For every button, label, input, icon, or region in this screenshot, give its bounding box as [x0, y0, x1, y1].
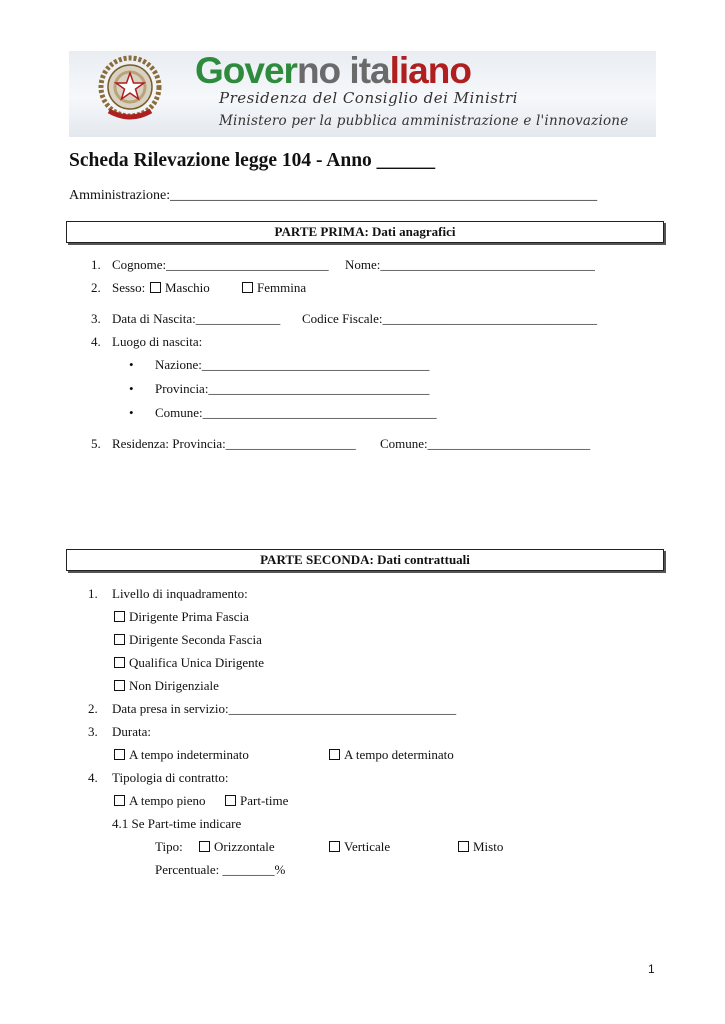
option-label: A tempo pieno	[129, 793, 206, 808]
bullet-icon: •	[129, 357, 134, 372]
option-tempo-indeterminato[interactable]	[114, 747, 249, 763]
checkbox-icon[interactable]	[225, 795, 236, 806]
data-presa-servizio-field: Data presa in servizio:___________________________________	[112, 701, 457, 716]
checkbox-icon[interactable]	[199, 841, 210, 852]
bullet-icon: •	[129, 381, 134, 396]
italian-republic-emblem-icon	[97, 53, 163, 127]
option-label: A tempo indeterminato	[129, 747, 249, 762]
option-label: Orizzontale	[214, 839, 275, 854]
option-tempo-determinato[interactable]	[329, 747, 454, 763]
option-label: Qualifica Unica Dirigente	[129, 655, 264, 670]
option-label: Femmina	[257, 280, 307, 295]
tipologia-contratto-label: Tipologia di contratto:	[112, 770, 229, 785]
option-label: Dirigente Seconda Fascia	[129, 632, 262, 647]
checkbox-icon[interactable]	[114, 611, 125, 622]
item-number: 2.	[91, 280, 101, 295]
checkbox-icon[interactable]	[114, 795, 125, 806]
item-number: 5.	[91, 436, 101, 451]
section-heading-parte-seconda: PARTE SECONDA: Dati contrattuali	[66, 549, 664, 571]
tipo-label: Tipo:	[155, 839, 183, 854]
option-label: A tempo determinato	[344, 747, 454, 762]
codice-fiscale-field: Codice Fiscale:_________________________________	[302, 311, 598, 326]
option-tempo-pieno[interactable]	[114, 793, 206, 809]
option-femmina[interactable]	[242, 280, 306, 296]
amministrazione-field: Amministrazione:_____________________________________________________________	[69, 188, 598, 203]
header-subtitle-ministero: Ministero per la pubblica amministrazione e l'innovazione	[219, 113, 629, 129]
nome-field: Nome:_________________________________	[345, 257, 595, 272]
logo-word-3: liano	[389, 51, 471, 91]
checkbox-icon[interactable]	[329, 749, 340, 760]
checkbox-icon[interactable]	[150, 282, 161, 293]
page-title: Scheda Rilevazione legge 104 - Anno ______	[69, 150, 436, 171]
checkbox-icon[interactable]	[329, 841, 340, 852]
header-subtitle-presidenza: Presidenza del Consiglio dei Ministri	[219, 89, 518, 107]
luogo-nascita-label: Luogo di nascita:	[112, 334, 203, 349]
option-verticale[interactable]	[329, 839, 390, 855]
part-time-subheading: 4.1 Se Part-time indicare	[112, 816, 242, 831]
option-maschio[interactable]	[150, 280, 210, 296]
checkbox-icon[interactable]	[114, 657, 125, 668]
checkbox-icon[interactable]	[458, 841, 469, 852]
checkbox-icon[interactable]	[114, 680, 125, 691]
data-nascita-field: Data di Nascita:_____________	[112, 311, 281, 326]
logo-wordmark	[195, 51, 471, 91]
item-number: 1.	[91, 257, 101, 272]
option-qualifica-unica-dirigente[interactable]	[114, 655, 264, 671]
comune-nascita-field: Comune:____________________________________	[155, 405, 437, 420]
percentuale-field: Percentuale: ________%	[155, 862, 286, 877]
residenza-provincia-field: Residenza: Provincia:____________________	[112, 436, 356, 451]
item-number: 2.	[88, 701, 98, 716]
provincia-nascita-field: Provincia:__________________________________	[155, 381, 430, 396]
option-part-time[interactable]	[225, 793, 288, 809]
option-misto[interactable]	[458, 839, 503, 855]
option-label: Maschio	[165, 280, 210, 295]
checkbox-icon[interactable]	[114, 749, 125, 760]
nazione-field: Nazione:___________________________________	[155, 357, 430, 372]
sesso-label: Sesso:	[112, 280, 146, 295]
item-number: 3.	[88, 724, 98, 739]
logo-word-2: no ita	[296, 51, 390, 91]
option-orizzontale[interactable]	[199, 839, 275, 855]
livello-inquadramento-label: Livello di inquadramento:	[112, 586, 248, 601]
option-label: Verticale	[344, 839, 391, 854]
page-number: 1	[648, 962, 655, 976]
logo-word-1: Gover	[195, 51, 297, 91]
header-banner	[69, 51, 656, 137]
option-non-dirigenziale[interactable]	[114, 678, 219, 694]
item-number: 4.	[91, 334, 101, 349]
item-number: 4.	[88, 770, 98, 785]
option-label: Misto	[473, 839, 504, 854]
option-dirigente-prima-fascia[interactable]	[114, 609, 249, 625]
section-heading-parte-prima: PARTE PRIMA: Dati anagrafici	[66, 221, 664, 243]
item-number: 3.	[91, 311, 101, 326]
bullet-icon: •	[129, 405, 134, 420]
option-label: Non Dirigenziale	[129, 678, 219, 693]
cognome-field: Cognome:_________________________	[112, 257, 329, 272]
option-label: Dirigente Prima Fascia	[129, 609, 249, 624]
durata-label: Durata:	[112, 724, 151, 739]
option-label: Part-time	[240, 793, 289, 808]
option-dirigente-seconda-fascia[interactable]	[114, 632, 262, 648]
checkbox-icon[interactable]	[114, 634, 125, 645]
checkbox-icon[interactable]	[242, 282, 253, 293]
item-number: 1.	[88, 586, 98, 601]
residenza-comune-field: Comune:_________________________	[380, 436, 591, 451]
